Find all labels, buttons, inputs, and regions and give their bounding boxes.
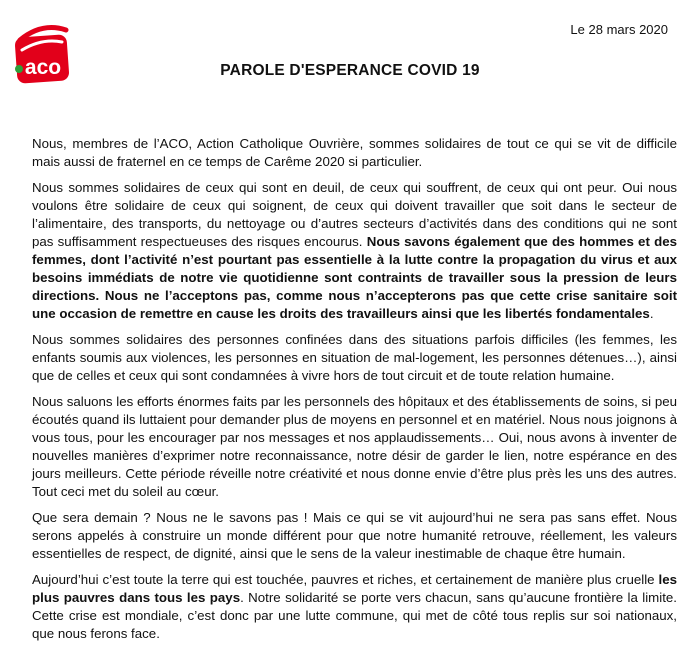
bold-text: Nous savons également que des hommes et des femmes, dont l’activité n’est pourtant pas essentielle à la lutte contre la propagation du virus et aux besoins immédiats de notre vie quotidienne sont contraints de travailler sous la pression de leurs directions. Nous ne l’acceptons pas, comme nous n’accepterons pas que cette crise sanitaire soit une occasion de remettre en cause les droits des travailleurs ainsi que les libertés fondamentales: [32, 234, 677, 321]
paragraph: [32, 393, 677, 501]
paragraph-text: Aujourd’hui c’est toute la terre qui est touchée, pauvres et riches, et certainement de manière plus cruelle: [32, 572, 659, 587]
document-date: Le 28 mars 2020: [570, 22, 668, 37]
document-title: PAROLE D'ESPERANCE COVID 19: [220, 62, 480, 79]
paragraph-text: Nous, membres de l’ACO, Action Catholique Ouvrière, sommes solidaires de tout ce qui se vit de difficile mais aussi de fraternel en ce temps de Carême 2020 si particulier.: [32, 136, 677, 169]
paragraph-text: . Notre solidarité se porte vers chacun, sans qu’aucune frontière la limite. Cette crise est mondiale, c’est donc par une lutte commune, qui met de côté tous replis sur soi nationaux, que nous ferons face.: [32, 590, 677, 641]
paragraph-text: Nous sommes solidaires de ceux qui sont en deuil, de ceux qui souffrent, de ceux qui ont peur. Oui nous voulons être solidaire de ceux qui soignent, de ceux qui doivent travailler que soit dans le secteur de l’alimentaire, des transports, du nettoyage ou d’autres secteurs d’activités dans des conditions qui ne sont pas suffisamment respectueuses des risques encourus.: [32, 180, 677, 249]
paragraph-text: Que sera demain ? Nous ne le savons pas ! Mais ce qui se vit aujourd’hui ne sera pas sans effet. Nous serons appelés à construire un monde différent pour que notre humanité retrouve, réellement, les valeurs essentielles de respect, de dignité, ainsi que le sens de la valeur inestimable de chaque être humain.: [32, 510, 677, 561]
document-body: [32, 135, 677, 651]
logo-text: aco: [24, 56, 62, 79]
paragraph-text: .: [649, 306, 654, 321]
bold-text: les plus pauvres dans tous les pays: [32, 572, 677, 605]
paragraph: [32, 331, 677, 385]
paragraph: [32, 179, 677, 323]
paragraph: [32, 135, 677, 171]
paragraph: [32, 571, 677, 643]
paragraph: [32, 509, 677, 563]
paragraph-text: Nous sommes solidaires des personnes confinées dans des situations parfois difficiles (les femmes, les enfants soumis aux violences, les personnes en situation de mal-logement, les personnes détenues…), ainsi que de celles et ceux qui sont condamnées à vivre hors de tout circuit et de toute relation humaine.: [32, 332, 677, 383]
paragraph-text: Nous saluons les efforts énormes faits par les personnels des hôpitaux et des établissements de soins, si peu écoutés quand ils luttaient pour demander plus de moyens en personnel et en matériel. Nous nous joignons à vous tous, pour les encourager par nos messages et nos applaudissements… Oui, nous avons à inventer de nouvelles manières d’exprimer notre reconnaissance, notre désir de garder le lien, notre espérance en des jours meilleurs. Cette période réveille notre créativité et nous donne envie d’être plus près les uns des autres. Tout ceci met du soleil au cœur.: [32, 394, 678, 499]
